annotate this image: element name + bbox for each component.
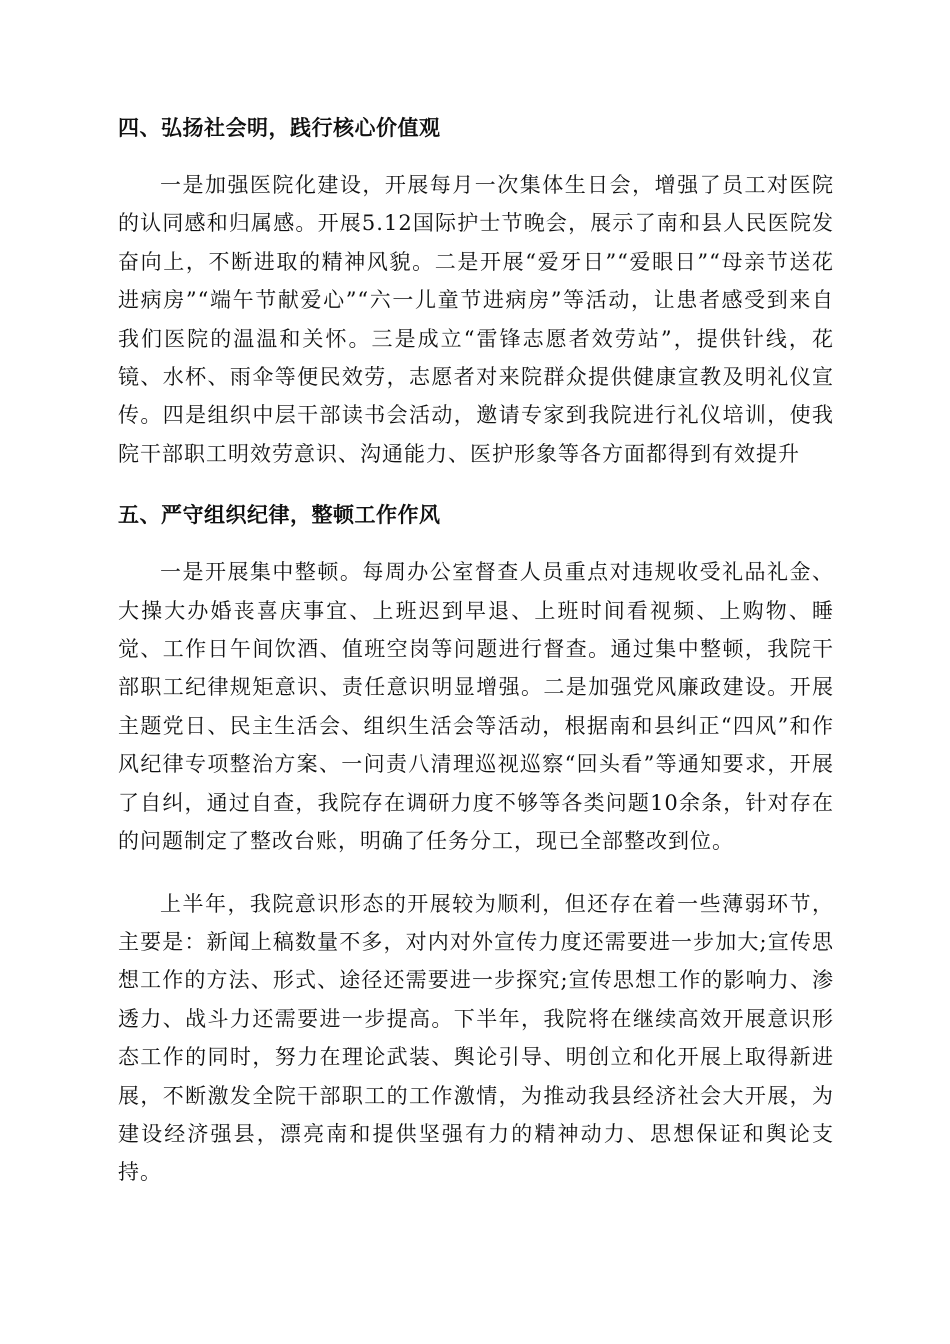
section-heading-5: 五、严守组织纪律，整顿工作作风 — [118, 502, 441, 528]
section-paragraph-5: 一是开展集中整顿。每周办公室督查人员重点对违规收受礼品礼金、大操大办婚丧喜庆事宜、上班迟到早退、上班时间看视频、上购物、睡觉、工作日午间饮酒、值班空岗等问题进行督查。通过集中整顿，我院干部职工纪律规矩意识、责任意识明显增强。二是加强党风廉政建设。开展主题党日、民主生活会、组织生活会等活动，根据南和县纠正“四风”和作风纪律专项整治方案、一问责八清理巡视巡察“回头看”等通知要求，开展了自纠，通过自查，我院存在调研力度不够等各类问题10余条，针对存在的问题制定了整改台账，明确了任务分工，现已全部整改到位。 — [118, 560, 834, 854]
document-body — [118, 110, 834, 1192]
section-paragraph-4: 一是加强医院化建设，开展每月一次集体生日会，增强了员工对医院的认同感和归属感。开展5.12国际护士节晚会，展示了南和县人民医院发奋向上，不断进取的精神风貌。二是开展“爱牙日”“爱眼日”“母亲节送花进病房”“端午节献爱心”“六一儿童节进病房”等活动，让患者感受到来自我们医院的温温和关怀。三是成立“雷锋志愿者效劳站”，提供针线，花镜、水杯、雨伞等便民效劳，志愿者对来院群众提供健康宣教及明礼仪宣传。四是组织中层干部读书会活动，邀请专家到我院进行礼仪培训，使我院干部职工明效劳意识、沟通能力、医护形象等各方面都得到有效提升 — [118, 173, 834, 466]
section-heading-4: 四、弘扬社会明，践行核心价值观 — [118, 115, 441, 140]
conclusion-paragraph: 上半年，我院意识形态的开展较为顺利，但还存在着一些薄弱环节，主要是：新闻上稿数量不多，对内对外宣传力度还需要进一步加大;宣传思想工作的方法、形式、途径还需要进一步探究;宣传思想工作的影响力、渗透力、战斗力还需要进一步提高。下半年，我院将在继续高效开展意识形态工作的同时，努力在理论武装、舆论引导、明创立和化开展上取得新进展，不断激发全院干部职工的工作激情，为推动我县经济社会大开展，为建设经济强县，漂亮南和提供坚强有力的精神动力、思想保证和舆论支持。 — [118, 891, 834, 1185]
